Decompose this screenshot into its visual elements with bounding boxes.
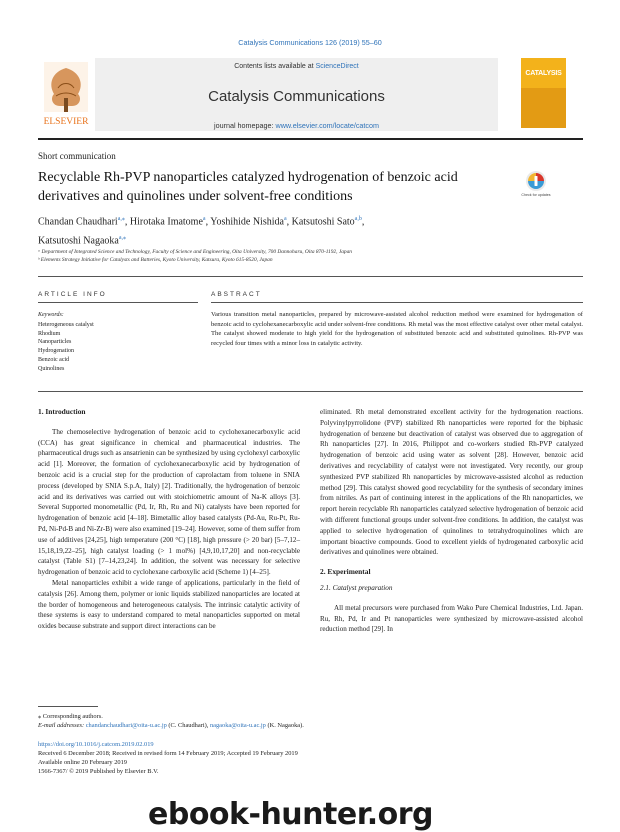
right-column	[320, 407, 583, 635]
affiliation-rule	[38, 276, 583, 277]
intro-paragraph-1: The chemoselective hydrogenation of benzoic acid to cyclohexanecarboxylic acid (CCA) has great significance in chemical and pharmaceutical industries. The pharmaceutical drugs such as ansatrienin can be synthesized by using cyclohexyl carboxylic acid [1]. Moreover, the formation of cyclohexanecarboxylic acid by hydrogenation of benzoic acid is a crucial step for the production of caprolactam from toluene in SNIA process (developed by SNIA S.p.A, Italy) [2]. Traditionally, the hydrogenation of benzoic acid and its derivatives was carried out with stoichiometric amount of Na-K alloys [3]. Several Supported monometallic (Pd, Ir, Rh, Ru and Ni) catalysts have been reported for hydrogenation of benzoic acid [4–18]. Bimetallic alloy based catalysts (Pd-Au, Ru-Pt, Ru-Pd, Ni-Pd-B and Ni-Zr-B) were also examined [19–24]. However, some of them suffer from use of additives [24,25], high temperature (200 °C) [18], high pressure (> 20 bar) [5–7,12–15,18,19,22–25], high catalyst loading (> 1 mol%) [4,9,10,17,20] and non-recyclable catalyst (Table S1) [7–14,23,24]. In addition, the solvent was necessary for selective hydrogenation of benzoic acid to cyclohexane carboxylic acid (Scheme 1) [4–25].	[38, 427, 300, 577]
email-prefix: E-mail addresses:	[38, 722, 86, 729]
email-name-2: (K. Nagaoka).	[265, 722, 304, 729]
keyword-list	[38, 321, 94, 373]
author-affiliation-marker[interactable]: a,⁎	[118, 235, 126, 242]
article-title: Recyclable Rh-PVP nanoparticles catalyzed hydrogenation of benzoic acid derivatives and quinolines under solvent-free conditions	[38, 170, 458, 204]
left-column	[38, 407, 300, 632]
abstract-text: Various transition metal nanoparticles, prepared by microwave-assisted alcohol reduction method were examined for hydrogenation of benzoic acid to cyclohexanecarboxylic acid under solvent-free conditions. Rh metal was the most effective catalyst over other metal catalyst. The catalyst showed moderate to high yield for the hydrogenation of substituted benzoic acid and substituted quinolines. Rh-PVP was recycled four times with a minor loss in catalytic activity.	[211, 311, 583, 348]
elsevier-tree-icon	[38, 58, 94, 131]
journal-name: Catalysis Communications	[208, 88, 385, 105]
crossmark-icon	[521, 170, 551, 202]
experimental-paragraph-1: All metal precursors were purchased from Wako Pure Chemical Industries, Ltd. Japan. Ru, Rh, Pd, Ir and Pt nanoparticles were synthesized by microwave-assisted alcohol reduction method [29]. In	[320, 603, 583, 634]
homepage-prefix: journal homepage:	[213, 121, 276, 130]
author-affiliation-marker[interactable]: a	[283, 216, 287, 222]
keyword-item: Rhodium	[38, 330, 61, 337]
contents-prefix: Contents lists available at	[234, 63, 316, 70]
abstract-heading: ABSTRACT	[211, 291, 262, 298]
abstract-rule	[211, 302, 583, 303]
author-name[interactable]: Chandan Chaudhari	[38, 216, 118, 228]
email-name-1: (C. Chaudhari),	[166, 722, 210, 729]
elsevier-wordmark: ELSEVIER	[43, 117, 89, 127]
footnote-rule	[38, 706, 98, 707]
affiliation-a: ᵃ Department of Integrated Science and Technology, Faculty of Science and Engineering, Oita University, 700 Dannoharu, Oita 870-1192, Japan	[38, 249, 352, 255]
cover-title: CATALYSIS	[525, 70, 562, 77]
author-list: Chandan Chaudhari$^{a,⁎}$, Hirotaka Imatome$^a$, Yoshihide Nishida$^a$, Katsutoshi Sato$^{a,b}$, Katsutoshi Nagaoka$^{a,⁎}$	[38, 216, 365, 247]
author-name[interactable]: Yoshihide Nishida	[210, 216, 284, 228]
crossmark-label: Check for updates	[521, 193, 551, 197]
keyword-item: Hydrogenation	[38, 348, 74, 355]
online-date: Available online 20 February 2019	[38, 759, 127, 766]
section-heading-introduction: 1. Introduction	[38, 407, 86, 416]
keyword-item: Quinolines	[38, 365, 65, 372]
author-affiliation-marker[interactable]: a	[202, 216, 206, 222]
sciencedirect-link[interactable]: ScienceDirect	[315, 63, 359, 70]
contents-line	[95, 63, 498, 70]
elsevier-logo	[38, 58, 94, 131]
corresponding-note	[38, 712, 583, 730]
intro-paragraph-2: Metal nanoparticles exhibit a wide range of applications, particularly in the field of catalysis [26]. Among them, polymer or ionic liquids stabilized nanoparticles are located at the border of homogeneous and heterogeneous catalysis. The intrinsic catalytic activity of these systems is easy to understand compared to metal nanoparticles supported on metal oxides because substrate and support direct interactions can be	[38, 578, 300, 631]
received-dates: Received 6 December 2018; Received in revised form 14 February 2019; Accepted 19 February 2019	[38, 750, 298, 757]
email-link-2[interactable]: nagaoka@oita-u.ac.jp	[209, 722, 266, 729]
affiliation-b: ᵇ Elements Strategy Initiative for Catalysts and Batteries, Kyoto University, Katsura, Kyoto 615-8520, Japan	[38, 257, 273, 263]
corresponding-authors: ⁎ Corresponding authors.	[38, 713, 103, 720]
subsection-heading-catalyst-prep: 2.1. Catalyst preparation	[320, 583, 393, 592]
email-line	[38, 721, 583, 730]
doi-link[interactable]: https://doi.org/10.1016/j.catcom.2019.02.019	[38, 741, 154, 748]
journal-homepage	[95, 121, 498, 130]
author-affiliation-marker[interactable]: a,b	[354, 216, 362, 222]
keyword-item: Benzoic acid	[38, 356, 70, 363]
article-type: Short communication	[38, 151, 116, 161]
publication-info	[38, 740, 583, 776]
author-affiliation-marker[interactable]: a,⁎	[117, 216, 125, 222]
section-heading-experimental: 2. Experimental	[320, 567, 371, 577]
keywords-label: Keywords:	[38, 312, 64, 318]
author-name[interactable]: Katsutoshi Nagaoka	[38, 235, 119, 247]
cover-strip	[521, 88, 566, 128]
header-rule	[38, 138, 583, 140]
homepage-link[interactable]: www.elsevier.com/locate/catcom	[275, 121, 379, 130]
crossmark-badge[interactable]	[521, 170, 551, 202]
journal-cover-thumbnail[interactable]	[521, 58, 566, 128]
copyright-line: 1566-7367/ © 2019 Published by Elsevier B.V.	[38, 768, 159, 775]
abstract-bottom-rule	[38, 391, 583, 392]
email-link-1[interactable]: chandanchaudhari@oita-u.ac.jp	[85, 722, 167, 729]
article-info-heading: ARTICLE INFO	[38, 291, 107, 298]
author-name[interactable]: Katsutoshi Sato	[291, 216, 355, 228]
keyword-item: Heterogeneous catalyst	[38, 322, 94, 328]
intro-paragraph-3: eliminated. Rh metal demonstrated excellent activity for the hydrogenation reactions. Polyvinylpyrrolidone (PVP) stabilized Rh nanoparticles were reported for the biphasic hydrogenation of benzene but deactivation of catalyst was observed due to aggregation of Rh nanoparticles [27]. In 2016, Philippot and co-workers studied Rh-PVP catalyzed hydrogenation of benzoic acid using water as solvent [28]. However, benzoic acid derivatives and recyclability of catalyst were not investigated. Very recently, our group synthesized PVP stabilized Rh nanoparticles by microwave-assisted alcohol as reduction method [29]. This catalyst showed good recyclability for the synthesis of secondary imines from nitriles. As part of continuing interest in the applications of the Rh nanoparticles, we report herein recyclable Rh nanoparticles catalyzed selective hydrogenation of benzoic acid with different functional groups under solvent-free conditions. In addition, the catalyst was applied to selective hydrogenation of quinolines to tetrahydroquinolines which are important bioactive compounds. Good to excellent yields of hydrogenated carboxylic acid derivatives and quinolines were obtained.	[320, 408, 583, 557]
journal-reference[interactable]: Catalysis Communications 126 (2019) 55–60	[238, 38, 382, 47]
watermark: ebook-hunter.org	[148, 797, 433, 832]
article-info-rule	[38, 302, 198, 303]
author-name[interactable]: Hirotaka Imatome	[129, 216, 203, 228]
keyword-item: Nanoparticles	[38, 339, 72, 346]
